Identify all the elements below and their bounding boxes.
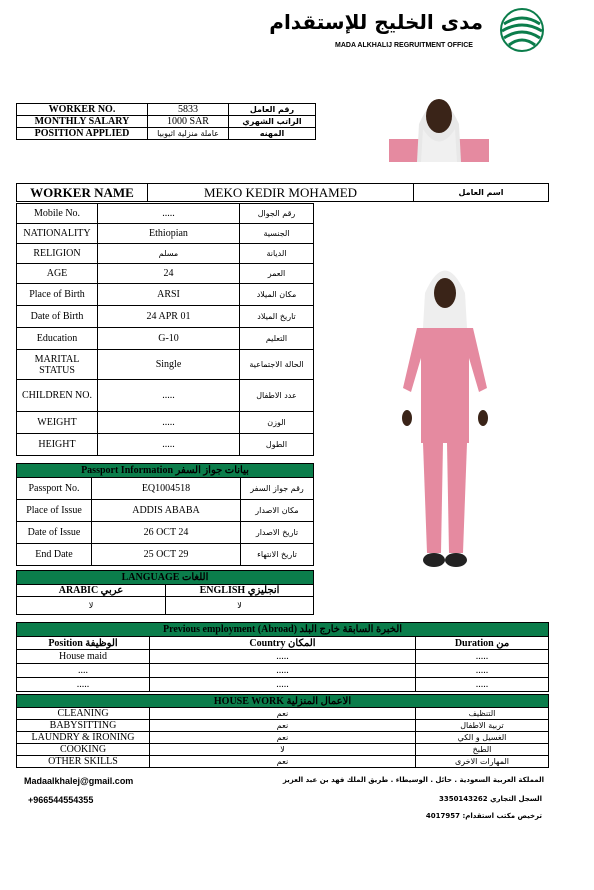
detail-label-ar: عدد الاطفال xyxy=(240,380,314,412)
detail-label-ar: الوزن xyxy=(240,412,314,434)
passport-value: ADDIS ABABA xyxy=(92,500,241,522)
employment-cell: ..... xyxy=(416,678,549,692)
detail-value: ..... xyxy=(98,380,240,412)
detail-label-ar: الجنسية xyxy=(240,224,314,244)
arabic-value: لا xyxy=(17,597,166,615)
detail-value: G-10 xyxy=(98,328,240,350)
detail-label-en: MARITAL STATUS xyxy=(17,350,98,380)
footer-address: المملكة العربية السعودية . حائل . الوسيطاء . طريق الملك فهد بن عبد العزيز xyxy=(282,776,544,784)
logo-text-en: MADA ALKHALIJ REGRUITMENT OFFICE xyxy=(335,42,473,49)
passport-label-ar: مكان الاصدار xyxy=(241,500,314,522)
housework-value: نعم xyxy=(150,720,416,732)
detail-value: ..... xyxy=(98,412,240,434)
passport-table xyxy=(16,463,314,566)
employment-header-position: Position الوظيفة xyxy=(17,637,150,650)
housework-label-en: COOKING xyxy=(17,744,150,756)
passport-label-en: Date of Issue xyxy=(17,522,92,544)
detail-value: 24 APR 01 xyxy=(98,306,240,328)
employment-header-duration: Duration من xyxy=(416,637,549,650)
passport-label-ar: رقم جواز السفر xyxy=(241,478,314,500)
detail-label-ar: التعليم xyxy=(240,328,314,350)
detail-label-en: RELIGION xyxy=(17,244,98,264)
passport-label-ar: تاريخ الاصدار xyxy=(241,522,314,544)
employment-cell: ..... xyxy=(150,650,416,664)
housework-value: نعم xyxy=(150,756,416,768)
detail-label-ar: مكان الميلاد xyxy=(240,284,314,306)
detail-value: ..... xyxy=(98,434,240,456)
detail-label-en: NATIONALITY xyxy=(17,224,98,244)
housework-label-ar: المهارات الاخرى xyxy=(416,756,549,768)
employment-cell: ..... xyxy=(150,664,416,678)
passport-value: EQ1004518 xyxy=(92,478,241,500)
passport-label-en: Passport No. xyxy=(17,478,92,500)
top-row-worker-no xyxy=(17,104,316,116)
full-body-photo xyxy=(395,258,505,578)
top-row-position xyxy=(17,128,316,140)
passport-title: Passport Information بيانات جواز السفر xyxy=(17,464,314,478)
employment-cell: ..... xyxy=(17,678,150,692)
passport-value: 26 OCT 24 xyxy=(92,522,241,544)
detail-label-ar: العمر xyxy=(240,264,314,284)
english-value: لا xyxy=(166,597,314,615)
top-value: 5833 xyxy=(148,104,229,116)
employment-title: Previous employment (Abroad) الخبرة السابقة خارج البلد xyxy=(17,623,549,637)
detail-value: ..... xyxy=(98,204,240,224)
passport-label-ar: تاريخ الانتهاء xyxy=(241,544,314,566)
detail-label-en: AGE xyxy=(17,264,98,284)
housework-label-ar: الغسيل و الكي xyxy=(416,732,549,744)
detail-label-en: HEIGHT xyxy=(17,434,98,456)
language-table xyxy=(16,570,314,615)
detail-value: مسلم xyxy=(98,244,240,264)
employment-cell: ..... xyxy=(416,664,549,678)
detail-label-en: Mobile No. xyxy=(17,204,98,224)
footer-email: Madaalkhalej@gmail.com xyxy=(24,776,134,786)
english-label: ENGLISH انجليزي xyxy=(166,585,314,597)
top-label-ar: الراتب الشهري xyxy=(229,116,316,128)
logo-text-ar: مدى الخليج للإستقدام xyxy=(269,10,483,34)
housework-label-en: LAUNDRY & IRONING xyxy=(17,732,150,744)
footer-cr: السجل التجاري 3350143262 xyxy=(438,795,542,803)
housework-value: نعم xyxy=(150,708,416,720)
housework-value: نعم xyxy=(150,732,416,744)
language-title: LANGUAGE اللغات xyxy=(17,571,314,585)
detail-label-ar: الديانة xyxy=(240,244,314,264)
employment-cell: .... xyxy=(17,664,150,678)
footer-phone: +966544554355 xyxy=(28,795,94,805)
housework-table xyxy=(16,694,549,768)
housework-label-ar: التنظيف xyxy=(416,708,549,720)
detail-label-en: Date of Birth xyxy=(17,306,98,328)
passport-value: 25 OCT 29 xyxy=(92,544,241,566)
housework-label-en: OTHER SKILLS xyxy=(17,756,150,768)
top-info-table xyxy=(16,103,316,140)
housework-value: لا xyxy=(150,744,416,756)
detail-label-ar: الطول xyxy=(240,434,314,456)
passport-label-en: End Date xyxy=(17,544,92,566)
detail-label-ar: تاريخ الميلاد xyxy=(240,306,314,328)
arabic-label: ARABIC عربي xyxy=(17,585,166,597)
detail-label-en: Education xyxy=(17,328,98,350)
top-label-en: MONTHLY SALARY xyxy=(17,116,148,128)
top-label-ar: رقم العامل xyxy=(229,104,316,116)
housework-label-ar: الطبخ xyxy=(416,744,549,756)
housework-title: HOUSE WORK الاعمال المنزلية xyxy=(17,695,549,708)
detail-value: 24 xyxy=(98,264,240,284)
detail-label-en: WEIGHT xyxy=(17,412,98,434)
footer-license: ترخيص مكتب استقدام: 4017957 xyxy=(425,812,542,820)
passport-label-en: Place of Issue xyxy=(17,500,92,522)
worker-name-value: MEKO KEDIR MOHAMED xyxy=(148,184,414,202)
details-table xyxy=(16,203,314,456)
detail-value: Single xyxy=(98,350,240,380)
housework-label-en: BABYSITTING xyxy=(17,720,150,732)
employment-header-country: Country المكان xyxy=(150,637,416,650)
detail-label-ar: رقم الجوال xyxy=(240,204,314,224)
top-value: عاملة منزلية اثيوبيا xyxy=(148,128,229,140)
detail-label-ar: الحالة الاجتماعية xyxy=(240,350,314,380)
worker-name-table xyxy=(16,183,549,202)
top-label-en: POSITION APPLIED xyxy=(17,128,148,140)
employment-table xyxy=(16,622,549,692)
logo-globe-icon xyxy=(499,7,545,53)
housework-label-ar: تربية الاطفال xyxy=(416,720,549,732)
top-label-ar: المهنه xyxy=(229,128,316,140)
detail-label-en: CHILDREN NO. xyxy=(17,380,98,412)
detail-value: Ethiopian xyxy=(98,224,240,244)
logo xyxy=(269,6,545,56)
detail-label-en: Place of Birth xyxy=(17,284,98,306)
top-label-en: WORKER NO. xyxy=(17,104,148,116)
employment-cell: ..... xyxy=(150,678,416,692)
detail-value: ARSI xyxy=(98,284,240,306)
top-row-salary xyxy=(17,116,316,128)
worker-name-label: WORKER NAME xyxy=(17,184,148,202)
worker-name-label-ar: اسم العامل xyxy=(414,184,549,202)
employment-cell: House maid xyxy=(17,650,150,664)
employment-cell: ..... xyxy=(416,650,549,664)
housework-label-en: CLEANING xyxy=(17,708,150,720)
headshot-photo xyxy=(389,84,489,162)
top-value: 1000 SAR xyxy=(148,116,229,128)
